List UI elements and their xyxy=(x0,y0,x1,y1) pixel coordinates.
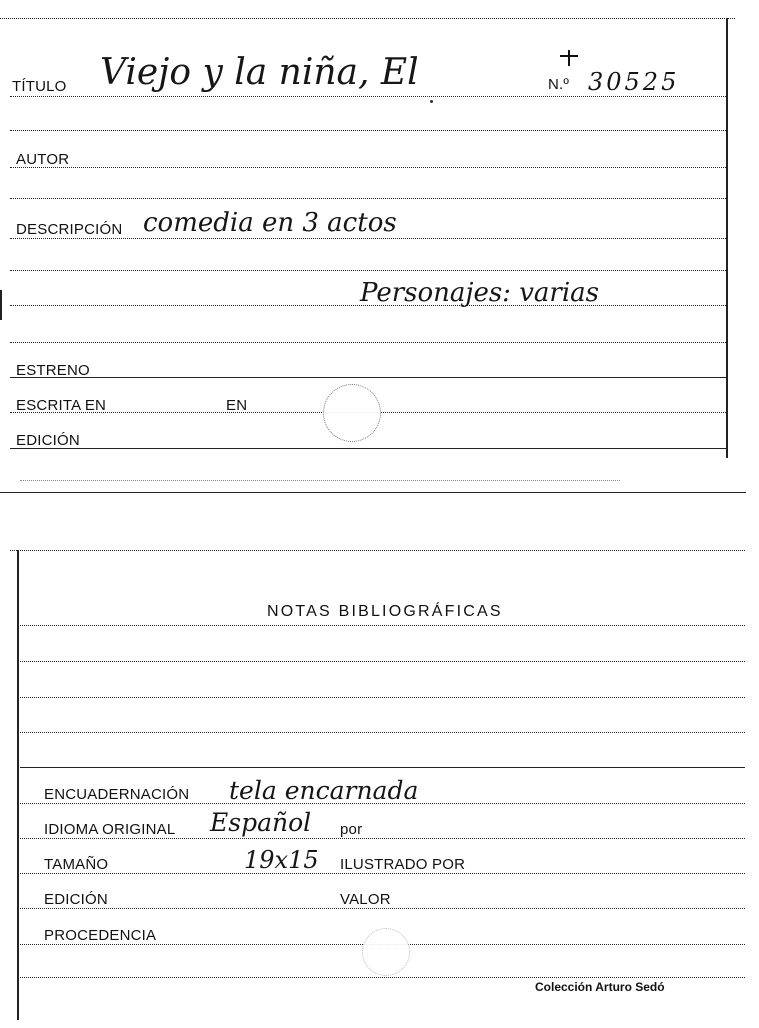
encuadernacion-label: ENCUADERNACIÓN xyxy=(44,786,190,803)
estreno-label: ESTRENO xyxy=(16,362,90,379)
stamp-mark xyxy=(362,928,410,976)
catalog-card-top xyxy=(0,0,759,500)
catalog-card-bottom xyxy=(0,540,759,1028)
card-top-edge xyxy=(0,18,735,19)
card-bottom-edge xyxy=(0,492,746,493)
card-top-edge xyxy=(10,550,745,551)
edicion-label: EDICIÓN xyxy=(44,891,108,908)
titulo-handwritten-value: Viejo y la niña, El xyxy=(100,52,419,93)
blank-line-2 xyxy=(10,198,726,199)
tamano-line xyxy=(20,873,745,874)
stamp-mark xyxy=(323,384,381,442)
coleccion-credit: Colección Arturo Sedó xyxy=(535,980,665,994)
en-label: EN xyxy=(226,397,248,414)
notas-line-1 xyxy=(20,625,745,626)
edicion-line xyxy=(20,908,745,909)
cross-mark-icon xyxy=(560,50,578,66)
descripcion-label: DESCRIPCIÓN xyxy=(16,221,123,238)
descripcion-line xyxy=(10,238,726,239)
por-label: por xyxy=(340,821,363,838)
notas-line-2 xyxy=(20,661,745,662)
numero-handwritten-value: 30525 xyxy=(588,68,680,96)
estreno-line xyxy=(10,377,726,378)
bottom-line xyxy=(20,977,745,978)
encuadernacion-handwritten-value: tela encarnada xyxy=(229,776,419,805)
descripcion-handwritten-value: comedia en 3 actos xyxy=(143,208,397,238)
blank-line-3 xyxy=(10,270,726,271)
card-right-border xyxy=(726,18,728,458)
blank-line-1 xyxy=(10,130,726,131)
personajes-handwritten-note: Personajes: varias xyxy=(360,278,599,308)
valor-label: VALOR xyxy=(340,891,391,908)
escrita-en-label: ESCRITA EN xyxy=(16,397,107,414)
edicion-line xyxy=(10,448,726,449)
faint-line xyxy=(20,480,620,481)
card-left-mark xyxy=(0,290,2,320)
encuadernacion-line xyxy=(20,803,745,804)
blank-line-4 xyxy=(10,342,726,343)
notas-line-5 xyxy=(20,767,745,768)
notas-line-4 xyxy=(20,732,745,733)
ink-speck xyxy=(430,100,433,103)
notas-line-3 xyxy=(20,697,745,698)
autor-line xyxy=(10,167,726,168)
titulo-label: TÍTULO xyxy=(12,78,67,95)
tamano-label: TAMAÑO xyxy=(44,856,109,873)
ilustrado-label: ILUSTRADO POR xyxy=(340,856,466,873)
card-left-border xyxy=(17,550,19,1020)
autor-label: AUTOR xyxy=(16,151,70,168)
personajes-line xyxy=(10,305,726,306)
notas-heading: NOTAS BIBLIOGRÁFICAS xyxy=(267,603,503,620)
titulo-line xyxy=(10,96,726,97)
idioma-line xyxy=(20,838,745,839)
edicion-label: EDICIÓN xyxy=(16,432,80,449)
tamano-handwritten-value: 19x15 xyxy=(244,846,319,874)
procedencia-label: PROCEDENCIA xyxy=(44,927,157,944)
idioma-handwritten-value: Español xyxy=(210,808,312,837)
idioma-label: IDIOMA ORIGINAL xyxy=(44,821,176,838)
numero-label: N.º xyxy=(548,76,570,93)
